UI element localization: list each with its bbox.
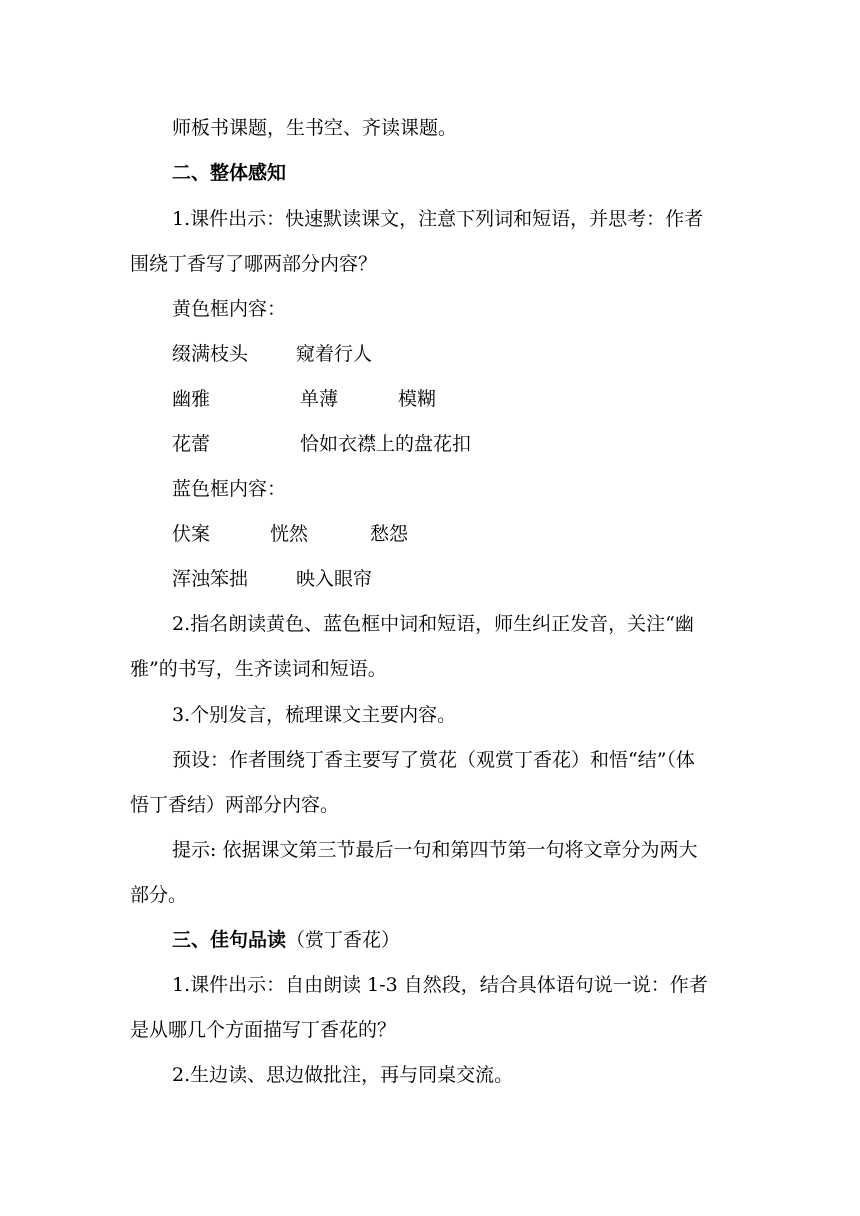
blue-box-label: 蓝色框内容： (172, 478, 287, 500)
vocab-term: 花蕾 (172, 433, 211, 455)
paragraph-preset-line2: 悟丁香结）两部分内容。 (130, 794, 340, 816)
vocab-term: 缀满枝头 (172, 343, 249, 365)
vocab-term: 伏案 (172, 523, 211, 545)
paragraph-task-3: 3.个别发言，梳理课文主要内容。 (172, 704, 457, 726)
paragraph-board-title: 师板书课题，生书空、齐读课题。 (172, 117, 458, 139)
paragraph-reading-task-2: 2.生边读、思边做批注，再与同桌交流。 (172, 1064, 514, 1086)
section-heading-subtitle: （赏丁香花） (286, 929, 401, 951)
section-heading-overview: 二、整体感知 (172, 162, 287, 184)
paragraph-reading-task-1-line2: 是从哪几个方面描写丁香花的？ (130, 1019, 397, 1041)
section-heading-title: 三、佳句品读 (172, 929, 287, 951)
vocab-term: 窥着行人 (296, 343, 373, 365)
paragraph-task-2-line2: 雅”的书写，生齐读词和短语。 (130, 658, 387, 680)
vocab-term: 恍然 (270, 523, 309, 545)
vocab-term: 愁怨 (370, 523, 409, 545)
paragraph-task-1-line2: 围绕丁香写了哪两部分内容？ (130, 253, 378, 275)
paragraph-reading-task-1-line1: 1.课件出示：自由朗读 1-3 自然段，结合具体语句说一说：作者 (172, 974, 708, 996)
vocab-term: 模糊 (398, 388, 437, 410)
paragraph-hint-line1: 提示: 依据课文第三节最后一句和第四节第一句将文章分为两大 (172, 839, 698, 861)
vocab-term: 恰如衣襟上的盘花扣 (300, 433, 472, 455)
paragraph-preset-line1: 预设：作者围绕丁香主要写了赏花（观赏丁香花）和悟“结”（体 (172, 749, 695, 771)
yellow-box-label: 黄色框内容： (172, 298, 287, 320)
vocab-term: 浑浊笨拙 (172, 568, 249, 590)
paragraph-hint-line2: 部分。 (130, 884, 188, 906)
paragraph-task-2-line1: 2.指名朗读黄色、蓝色框中词和短语，师生纠正发音，关注“幽 (172, 613, 694, 635)
vocab-term: 单薄 (300, 388, 339, 410)
vocab-term: 映入眼帘 (296, 568, 373, 590)
section-heading-reading (172, 928, 772, 952)
vocab-term: 幽雅 (172, 388, 211, 410)
paragraph-task-1-line1: 1.课件出示：快速默读课文，注意下列词和短语，并思考：作者 (172, 208, 704, 230)
